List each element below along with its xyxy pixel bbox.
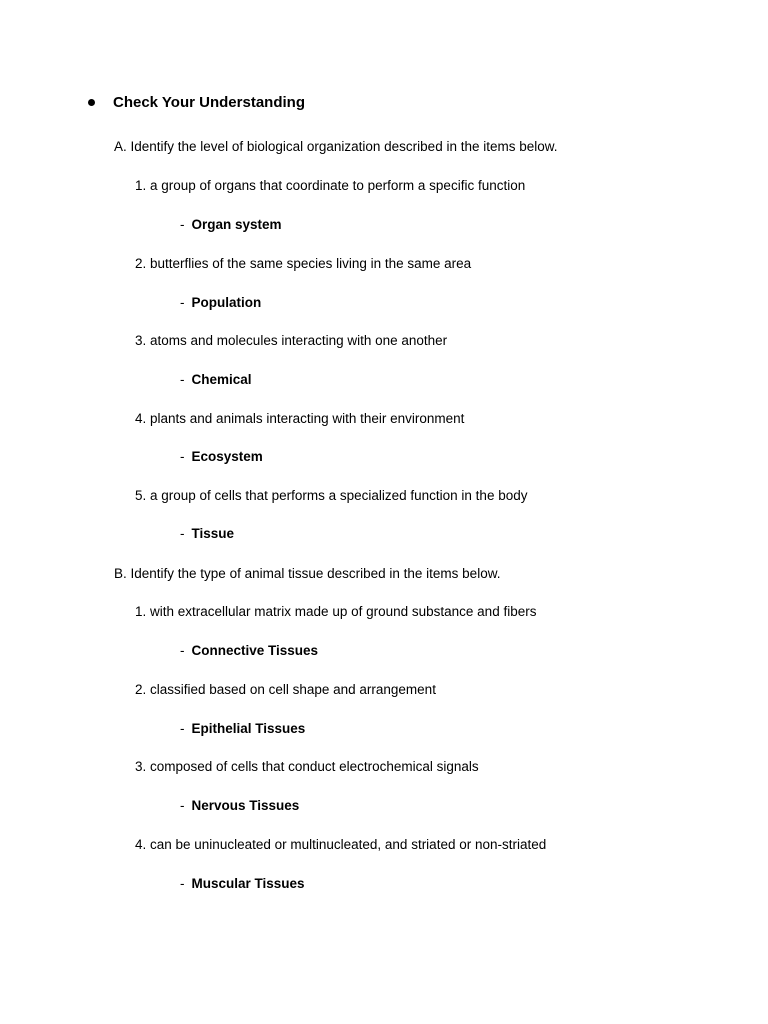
section-b-answer-2: [180, 720, 305, 738]
section-b-answer-1: [180, 642, 318, 660]
answer-dash: -: [180, 721, 185, 736]
section-b-question-4: 4. can be uninucleated or multinucleated, and striated or non-striated: [135, 837, 547, 852]
answer-text: Ecosystem: [191, 449, 263, 464]
section-b-question-2: 2. classified based on cell shape and arrangement: [135, 682, 436, 697]
page-title: Check Your Understanding: [113, 94, 305, 111]
heading-row: [88, 94, 305, 111]
answer-dash: -: [180, 526, 185, 541]
answer-text: Chemical: [191, 372, 252, 387]
section-a-answer-3: [180, 371, 252, 389]
bullet-icon: [88, 99, 95, 106]
answer-text: Organ system: [191, 217, 282, 232]
section-b-question-3: 3. composed of cells that conduct electrochemical signals: [135, 759, 479, 774]
answer-text: Muscular Tissues: [191, 876, 305, 891]
answer-text: Nervous Tissues: [191, 798, 300, 813]
answer-text: Tissue: [191, 526, 235, 541]
section-a-question-3: 3. atoms and molecules interacting with one another: [135, 333, 448, 348]
answer-text: Connective Tissues: [191, 643, 319, 658]
answer-dash: -: [180, 217, 185, 232]
answer-dash: -: [180, 449, 185, 464]
answer-dash: -: [180, 643, 185, 658]
answer-dash: -: [180, 372, 185, 387]
section-a-answer-2: [180, 294, 261, 312]
section-a-question-1: 1. a group of organs that coordinate to perform a specific function: [135, 178, 526, 193]
answer-dash: -: [180, 798, 185, 813]
answer-dash: -: [180, 295, 185, 310]
section-a-answer-1: [180, 216, 282, 234]
section-b-instruction: B. Identify the type of animal tissue described in the items below.: [114, 566, 501, 581]
section-a-question-5: 5. a group of cells that performs a specialized function in the body: [135, 488, 528, 503]
answer-text: Epithelial Tissues: [191, 721, 306, 736]
answer-text: Population: [191, 295, 262, 310]
section-b-question-1: 1. with extracellular matrix made up of ground substance and fibers: [135, 604, 537, 619]
section-a-question-4: 4. plants and animals interacting with their environment: [135, 411, 465, 426]
section-b-answer-3: [180, 797, 299, 815]
section-a-answer-5: [180, 525, 234, 543]
answer-dash: -: [180, 876, 185, 891]
section-a-question-2: 2. butterflies of the same species living in the same area: [135, 256, 472, 271]
section-b-answer-4: [180, 875, 305, 893]
section-a-instruction: A. Identify the level of biological organization described in the items below.: [114, 139, 558, 154]
section-a-answer-4: [180, 448, 263, 466]
